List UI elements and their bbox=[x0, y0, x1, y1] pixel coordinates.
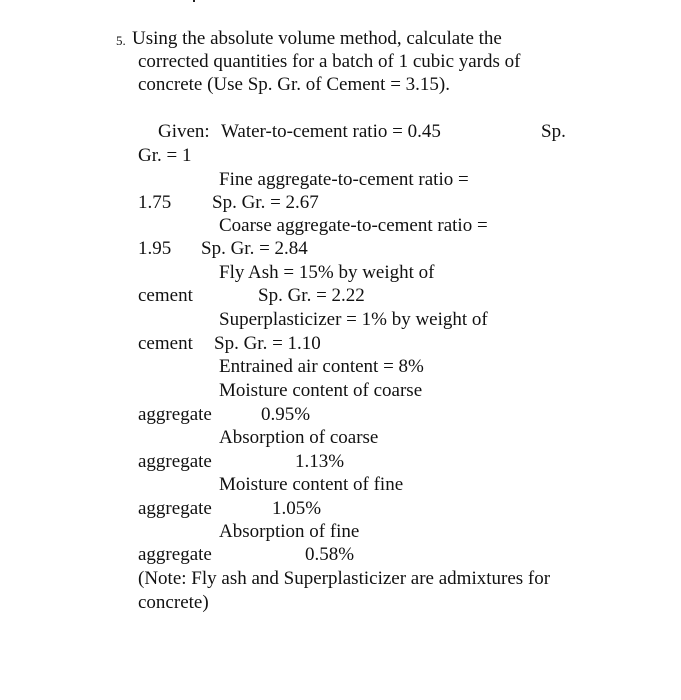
coarse-aggregate-ratio-value: 1.95 bbox=[138, 238, 172, 259]
note-line-1: (Note: Fly ash and Superplasticizer are admixtures for bbox=[138, 568, 551, 589]
absorption-fine-label: Absorption of fine bbox=[219, 521, 360, 542]
superplasticizer-sp-gr: Sp. Gr. = 1.10 bbox=[214, 333, 321, 354]
statement-line-3: concrete (Use Sp. Gr. of Cement = 3.15). bbox=[138, 74, 450, 95]
absorption-coarse-continuation: aggregate bbox=[138, 451, 212, 472]
moisture-fine-label: Moisture content of fine bbox=[219, 474, 404, 495]
fly-ash-label: Fly Ash = 15% by weight of bbox=[219, 262, 435, 283]
superplasticizer-continuation: cement bbox=[138, 333, 193, 354]
note-line-2: concrete) bbox=[138, 592, 209, 613]
given-label: Given: bbox=[158, 121, 210, 142]
absorption-fine-value: 0.58% bbox=[305, 544, 355, 565]
coarse-aggregate-ratio-label: Coarse aggregate-to-cement ratio = bbox=[219, 215, 488, 236]
absorption-coarse-label: Absorption of coarse bbox=[219, 427, 379, 448]
fly-ash-continuation: cement bbox=[138, 285, 193, 306]
absorption-coarse-value: 1.13% bbox=[295, 451, 345, 472]
moisture-fine-continuation: aggregate bbox=[138, 498, 212, 519]
fine-aggregate-ratio-label: Fine aggregate-to-cement ratio = bbox=[219, 169, 469, 190]
moisture-coarse-label: Moisture content of coarse bbox=[219, 380, 423, 401]
water-sp-gr-part1: Sp. bbox=[541, 121, 566, 142]
moisture-coarse-value: 0.95% bbox=[261, 404, 311, 425]
absorption-fine-continuation: aggregate bbox=[138, 544, 212, 565]
fly-ash-sp-gr: Sp. Gr. = 2.22 bbox=[258, 285, 365, 306]
water-sp-gr-part2: Gr. = 1 bbox=[138, 145, 192, 166]
superplasticizer-label: Superplasticizer = 1% by weight of bbox=[219, 309, 488, 330]
water-cement-ratio: Water-to-cement ratio = 0.45 bbox=[221, 121, 441, 142]
problem-number: 5. bbox=[116, 33, 126, 48]
statement-line-2: corrected quantities for a batch of 1 cubic yards of bbox=[138, 51, 521, 72]
moisture-coarse-continuation: aggregate bbox=[138, 404, 212, 425]
top-edge-mark bbox=[193, 0, 195, 2]
coarse-aggregate-sp-gr: Sp. Gr. = 2.84 bbox=[201, 238, 308, 259]
fine-aggregate-ratio-value: 1.75 bbox=[138, 192, 172, 213]
moisture-fine-value: 1.05% bbox=[272, 498, 322, 519]
air-content: Entrained air content = 8% bbox=[219, 356, 424, 377]
statement-line-1: Using the absolute volume method, calculate the bbox=[132, 28, 502, 49]
fine-aggregate-sp-gr: Sp. Gr. = 2.67 bbox=[212, 192, 319, 213]
